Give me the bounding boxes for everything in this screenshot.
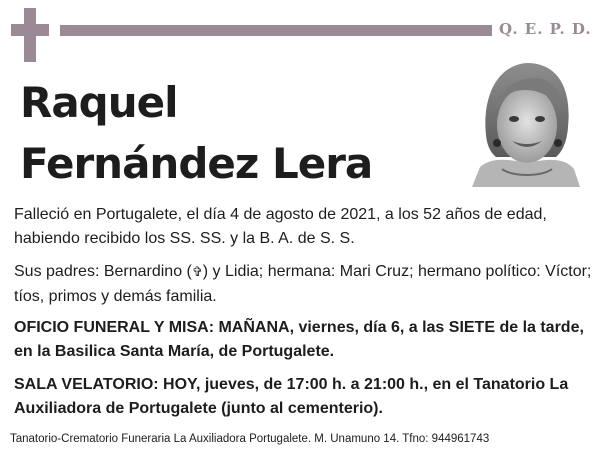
family-text-end: ) y Lidia; hermana: Mari Cruz; hermano político: Víctor; tíos, primos y demás familia. [14, 263, 592, 305]
deceased-cross-icon: ✞ [191, 265, 203, 280]
deceased-first-name: Raquel [20, 78, 178, 127]
header-rule [60, 25, 492, 36]
family-paragraph [14, 260, 594, 309]
cross-icon [11, 8, 49, 62]
portrait-photo [472, 57, 580, 187]
family-text-start: Sus padres: Bernardino ( [14, 263, 192, 280]
deceased-surnames: Fernández Lera [20, 139, 373, 188]
qepd-label: Q. E. P. D. [499, 20, 592, 38]
death-notice-paragraph: Falleció en Portugalete, el día 4 de agosto de 2021, a los 52 años de edad, habiendo recibido los SS. SS. y la B. A. de S. S. [14, 206, 547, 247]
wake-room-paragraph: SALA VELATORIO: HOY, jueves, de 17:00 h. a 21:00 h., en el Tanatorio La Auxiliadora de Portugalete (junto al cementerio). [14, 376, 569, 417]
funeral-service-paragraph: OFICIO FUNERAL Y MISA: MAÑANA, viernes, día 6, a las SIETE de la tarde, en la Basilica Santa María, de Portugalete. [14, 319, 584, 360]
funeral-home-footer: Tanatorio-Crematorio Funeraria La Auxiliadora Portugalete. M. Unamuno 14. Tfno: 944961743 [10, 433, 490, 445]
